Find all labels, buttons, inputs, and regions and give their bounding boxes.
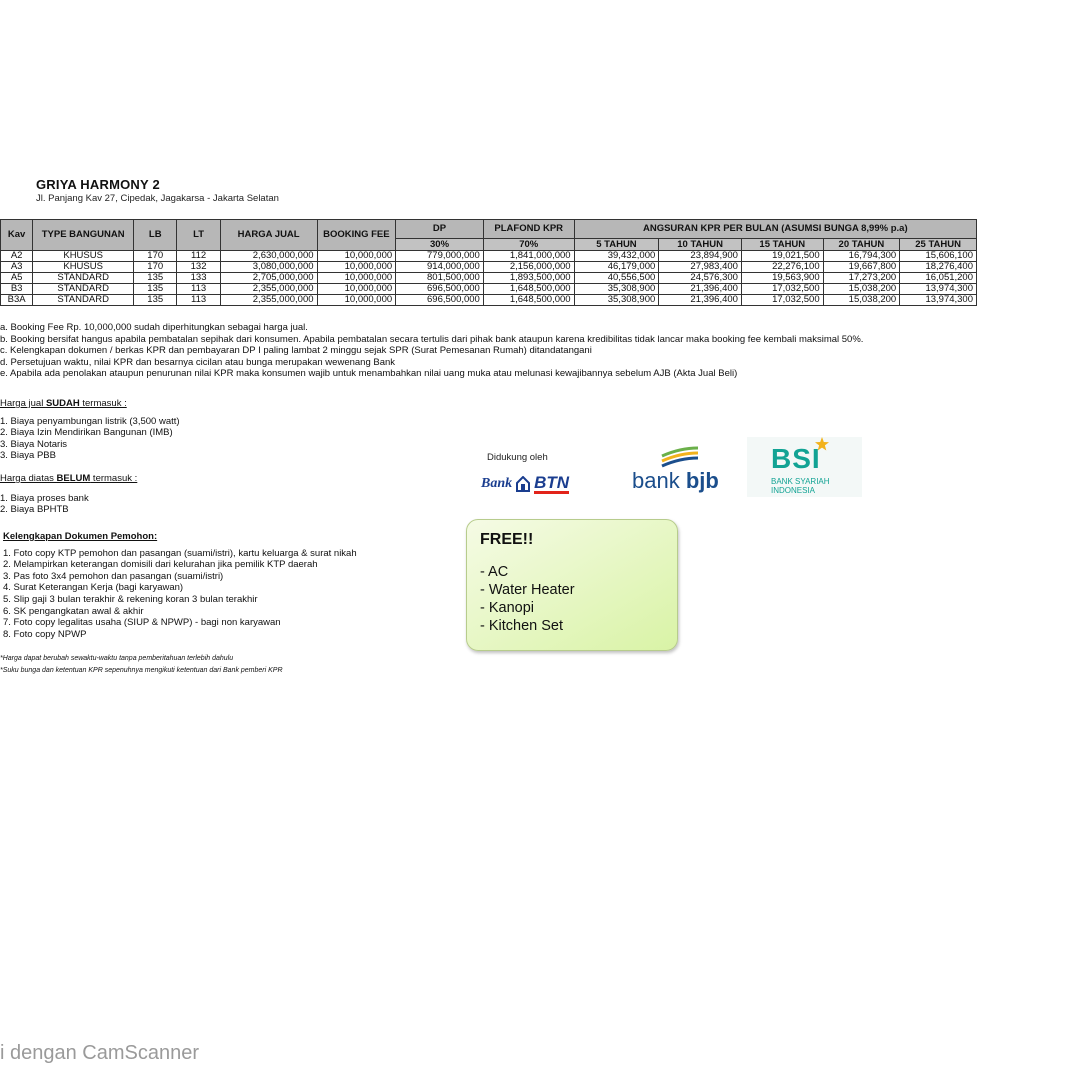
table-cell: B3	[1, 284, 33, 295]
price-table-body	[1, 251, 977, 306]
bjb-logo-text: bank bjb	[632, 468, 719, 493]
btn-house-icon	[516, 476, 530, 492]
col-15-tahun: 15 TAHUN	[741, 239, 823, 251]
col-20-tahun: 20 TAHUN	[823, 239, 900, 251]
btn-logo-name: BTN	[534, 472, 570, 492]
free-promo-box	[466, 519, 678, 651]
table-row	[1, 262, 977, 273]
col-harga: HARGA JUAL	[220, 220, 317, 251]
table-cell: 21,396,400	[659, 295, 742, 306]
table-cell: 10,000,000	[317, 295, 396, 306]
document-item: 1. Foto copy KTP pemohon dan pasangan (suami/istri), kartu keluarga & surat nikah	[3, 547, 357, 559]
table-cell: A3	[1, 262, 33, 273]
note-item: c. Kelengkapan dokumen / berkas KPR dan pembayaran DP I paling lambat 2 minggu sejak SPR (Surat Pemesanan Rumah) ditandatangani	[0, 345, 592, 357]
table-cell: 10,000,000	[317, 262, 396, 273]
table-row	[1, 284, 977, 295]
table-cell: KHUSUS	[33, 262, 134, 273]
table-cell: 2,705,000,000	[220, 273, 317, 284]
disclaimers	[0, 653, 283, 676]
included-heading: Harga jual SUDAH termasuk :	[0, 398, 127, 409]
excluded-heading: Harga diatas BELUM termasuk :	[0, 473, 138, 484]
free-promo-item: - Kanopi	[480, 600, 535, 616]
note-item: d. Persetujuan waktu, nilai KPR dan besarnya cicilan atau bunga merupakan wewenang Bank	[0, 356, 396, 368]
table-cell: 2,355,000,000	[220, 284, 317, 295]
document-item: 7. Foto copy legalitas usaha (SIUP & NPWP) - bagi non karyawan	[3, 617, 281, 629]
table-cell: 696,500,000	[396, 295, 484, 306]
table-cell: 15,038,200	[823, 284, 900, 295]
col-25-tahun: 25 TAHUN	[900, 239, 977, 251]
disclaimer-item: *Suku bunga dan ketentuan KPR sepenuhnya mengikuti ketentuan dari Bank pemberi KPR	[0, 666, 283, 674]
included-item: 2. Biaya Izin Mendirikan Bangunan (IMB)	[0, 427, 173, 439]
table-cell: 2,355,000,000	[220, 295, 317, 306]
col-type: TYPE BANGUNAN	[33, 220, 134, 251]
table-cell: 40,556,500	[574, 273, 659, 284]
document-item: 6. SK pengangkatan awal & akhir	[3, 605, 144, 617]
table-cell: STANDARD	[33, 295, 134, 306]
project-address: Jl. Panjang Kav 27, Cipedak, Jagakarsa - Jakarta Selatan	[36, 193, 279, 204]
document-item: 5. Slip gaji 3 bulan terakhir & rekening koran 3 bulan terakhir	[3, 593, 258, 605]
notes-list	[0, 322, 863, 380]
page-title: GRIYA HARMONY 2	[36, 177, 160, 192]
table-cell: 35,308,900	[574, 295, 659, 306]
col-lt: LT	[177, 220, 220, 251]
table-cell: 24,576,300	[659, 273, 742, 284]
table-cell: 135	[134, 295, 177, 306]
supported-by-label: Didukung oleh	[487, 452, 548, 463]
bjb-stripes-icon	[660, 446, 700, 468]
table-cell: A2	[1, 251, 33, 262]
col-dp-pct: 30%	[396, 239, 484, 251]
table-cell: KHUSUS	[33, 251, 134, 262]
col-booking: BOOKING FEE	[317, 220, 396, 251]
table-cell: 35,308,900	[574, 284, 659, 295]
col-lb: LB	[134, 220, 177, 251]
note-item: a. Booking Fee Rp. 10,000,000 sudah diperhitungkan sebagai harga jual.	[0, 322, 308, 333]
table-row	[1, 251, 977, 262]
table-cell: 170	[134, 251, 177, 262]
excluded-item: 1. Biaya proses bank	[0, 492, 89, 504]
table-cell: 10,000,000	[317, 284, 396, 295]
table-cell: 39,432,000	[574, 251, 659, 262]
document-item: 3. Pas foto 3x4 pemohon dan pasangan (suami/istri)	[3, 570, 224, 582]
disclaimer-item: *Harga dapat berubah sewaktu-waktu tanpa pemberitahuan terlebih dahulu	[0, 655, 234, 662]
col-angsuran: ANGSURAN KPR PER BULAN (ASUMSI BUNGA 8,99% p.a)	[574, 220, 976, 239]
table-cell: 21,396,400	[659, 284, 742, 295]
table-cell: 3,080,000,000	[220, 262, 317, 273]
table-cell: 2,630,000,000	[220, 251, 317, 262]
table-cell: 17,032,500	[741, 284, 823, 295]
included-item: 3. Biaya Notaris	[0, 438, 68, 450]
included-section	[0, 398, 180, 462]
table-cell: 17,273,200	[823, 273, 900, 284]
table-row	[1, 273, 977, 284]
document-item: 4. Surat Keterangan Kerja (bagi karyawan)	[3, 582, 184, 594]
table-cell: 133	[177, 273, 220, 284]
table-cell: 13,974,300	[900, 284, 977, 295]
table-cell: 1,893,500,000	[483, 273, 574, 284]
table-cell: 113	[177, 295, 220, 306]
table-cell: 801,500,000	[396, 273, 484, 284]
table-cell: 16,794,300	[823, 251, 900, 262]
document-item: 8. Foto copy NPWP	[3, 628, 87, 640]
table-cell: 17,032,500	[741, 295, 823, 306]
table-cell: 1,841,000,000	[483, 251, 574, 262]
col-plafond-pct: 70%	[483, 239, 574, 251]
table-cell: 112	[177, 251, 220, 262]
table-cell: 135	[134, 273, 177, 284]
excluded-section	[0, 473, 137, 516]
col-5-tahun: 5 TAHUN	[574, 239, 659, 251]
col-10-tahun: 10 TAHUN	[659, 239, 742, 251]
free-promo-item: - AC	[480, 564, 509, 580]
table-cell: 1,648,500,000	[483, 295, 574, 306]
price-table	[0, 219, 977, 306]
table-cell: A5	[1, 273, 33, 284]
table-cell: 1,648,500,000	[483, 284, 574, 295]
table-cell: 13,974,300	[900, 295, 977, 306]
table-cell: 46,179,000	[574, 262, 659, 273]
table-cell: 779,000,000	[396, 251, 484, 262]
free-promo-item: - Kitchen Set	[480, 618, 564, 634]
excluded-item: 2. Biaya BPHTB	[0, 504, 69, 516]
table-cell: 19,021,500	[741, 251, 823, 262]
free-promo-title: FREE!!	[480, 531, 534, 548]
table-cell: 10,000,000	[317, 273, 396, 284]
bsi-logo-name: BSI	[771, 443, 821, 474]
camscanner-watermark: i dengan CamScanner	[0, 1042, 200, 1064]
free-promo-item: - Water Heater	[480, 582, 575, 598]
included-item: 3. Biaya PBB	[0, 450, 56, 462]
col-kav: Kav	[1, 220, 33, 251]
bsi-logo	[747, 437, 862, 497]
table-cell: 2,156,000,000	[483, 262, 574, 273]
bjb-logo	[632, 446, 728, 496]
table-cell: 16,051,200	[900, 273, 977, 284]
free-promo-list	[480, 563, 575, 635]
documents-heading: Kelengkapan Dokumen Pemohon:	[3, 531, 158, 542]
table-cell: 23,894,900	[659, 251, 742, 262]
table-cell: 19,667,800	[823, 262, 900, 273]
table-cell: 113	[177, 284, 220, 295]
table-cell: 170	[134, 262, 177, 273]
documents-section	[3, 531, 357, 640]
table-cell: 15,038,200	[823, 295, 900, 306]
bsi-star-icon	[815, 437, 829, 451]
table-cell: 15,606,100	[900, 251, 977, 262]
document-item: 2. Melampirkan keterangan domisili dari kelurahan jika pemilik KTP daerah	[3, 559, 318, 571]
note-item: b. Booking bersifat hangus apabila pembatalan sepihak dari konsumen. Apabila pembatalan secara tertulis dari pihak bank ataupun karena kredibilitas tidak lancar maka booking fee kembali maksimal 50%.	[0, 333, 864, 345]
table-cell: STANDARD	[33, 273, 134, 284]
table-cell: STANDARD	[33, 284, 134, 295]
table-cell: 914,000,000	[396, 262, 484, 273]
btn-logo-bank-text: Bank	[481, 476, 513, 491]
table-cell: 10,000,000	[317, 251, 396, 262]
table-cell: 19,563,900	[741, 273, 823, 284]
included-item: 1. Biaya penyambungan listrik (3,500 watt)	[0, 415, 180, 427]
table-cell: 18,276,400	[900, 262, 977, 273]
table-cell: 135	[134, 284, 177, 295]
table-cell: 696,500,000	[396, 284, 484, 295]
table-cell: 132	[177, 262, 220, 273]
col-dp: DP	[396, 220, 484, 239]
bsi-logo-subtitle: BANK SYARIAH INDONESIA	[771, 477, 830, 495]
col-plafond: PLAFOND KPR	[483, 220, 574, 239]
table-row	[1, 295, 977, 306]
table-cell: B3A	[1, 295, 33, 306]
btn-logo	[481, 472, 569, 496]
note-item: e. Apabila ada penolakan ataupun penurunan nilai KPR maka konsumen wajib untuk menambahkan nilai uang muka atau melunasi kewajibannya sebelum AJB (Akta Jual Beli)	[0, 368, 738, 380]
table-cell: 27,983,400	[659, 262, 742, 273]
table-cell: 22,276,100	[741, 262, 823, 273]
